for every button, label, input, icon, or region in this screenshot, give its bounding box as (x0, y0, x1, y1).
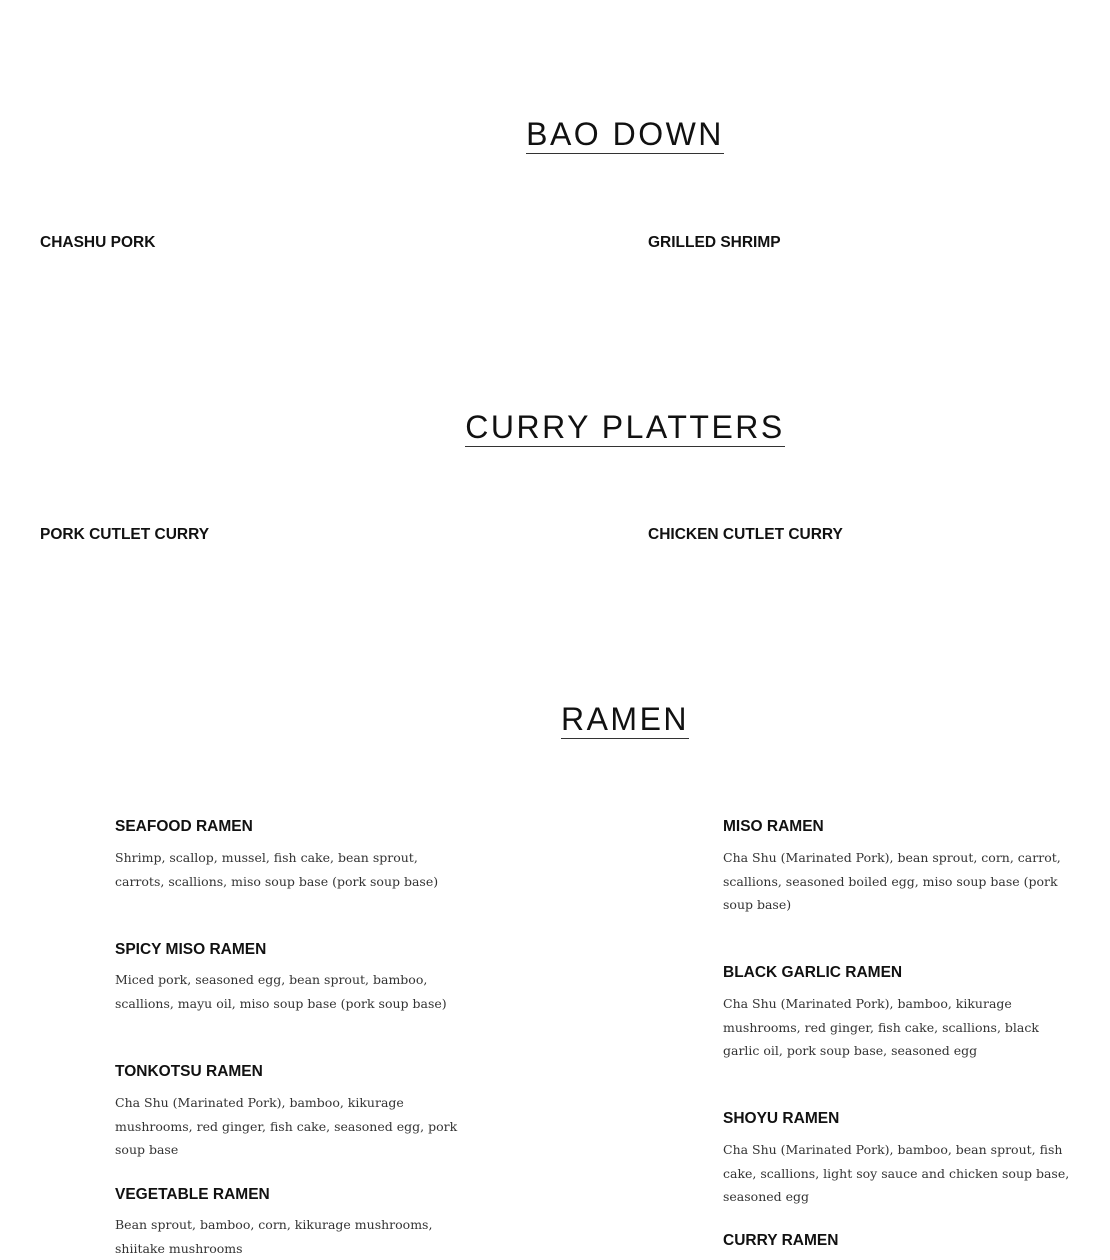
menu-item-shoyu-ramen: SHOYU RAMEN (723, 1110, 840, 1127)
menu-item-miso-ramen: MISO RAMEN (723, 818, 824, 835)
menu-item-black-garlic-ramen: BLACK GARLIC RAMEN (723, 964, 903, 981)
menu-item-chicken-cutlet-curry: CHICKEN CUTLET CURRY (648, 526, 843, 543)
menu-item-seafood-ramen: SEAFOOD RAMEN (115, 818, 253, 835)
menu-item-tonkotsu-ramen-desc: Cha Shu (Marinated Pork), bamboo, kikurage mushrooms, red ginger, fish cake, seasoned egg, pork soup base (115, 1095, 458, 1157)
menu-item-vegetable-ramen-desc: Bean sprout, bamboo, corn, kikurage mushrooms, shiitake mushrooms (115, 1217, 433, 1256)
section-title-ramen (0, 699, 1110, 739)
menu-item-pork-cutlet-curry: PORK CUTLET CURRY (40, 526, 210, 543)
menu-item-grilled-shrimp: GRILLED SHRIMP (648, 234, 781, 251)
menu-item-curry-ramen: CURRY RAMEN (723, 1232, 839, 1249)
menu-item-chashu-pork: CHASHU PORK (40, 234, 156, 251)
section-title-ramen-text: RAMEN (560, 701, 690, 737)
section-title-curry-platters (0, 407, 1110, 447)
menu-item-black-garlic-ramen-desc: Cha Shu (Marinated Pork), bamboo, kikurage mushrooms, red ginger, fish cake, scallions, black garlic oil, pork soup base, seasoned egg (723, 996, 1039, 1058)
menu-item-miso-ramen-desc: Cha Shu (Marinated Pork), bean sprout, corn, carrot, scallions, seasoned boiled egg, miso soup base (pork soup base) (723, 850, 1061, 912)
menu-item-shoyu-ramen-desc: Cha Shu (Marinated Pork), bamboo, bean sprout, fish cake, scallions, light soy sauce and chicken soup base, seasoned egg (723, 1142, 1070, 1204)
menu-item-seafood-ramen-desc: Shrimp, scallop, mussel, fish cake, bean sprout, carrots, scallions, miso soup base (pork soup base) (115, 850, 439, 889)
section-title-bao-down (0, 114, 1110, 154)
menu-item-spicy-miso-ramen: SPICY MISO RAMEN (115, 941, 267, 958)
menu-item-vegetable-ramen: VEGETABLE RAMEN (115, 1186, 270, 1203)
section-title-curry-platters-text: CURRY PLATTERS (465, 409, 785, 445)
menu-item-tonkotsu-ramen: TONKOTSU RAMEN (115, 1063, 263, 1080)
section-title-bao-down-text: BAO DOWN (526, 116, 724, 152)
menu-item-spicy-miso-ramen-desc: Miced pork, seasoned egg, bean sprout, bamboo, scallions, mayu oil, miso soup base (pork soup base) (115, 972, 447, 1011)
